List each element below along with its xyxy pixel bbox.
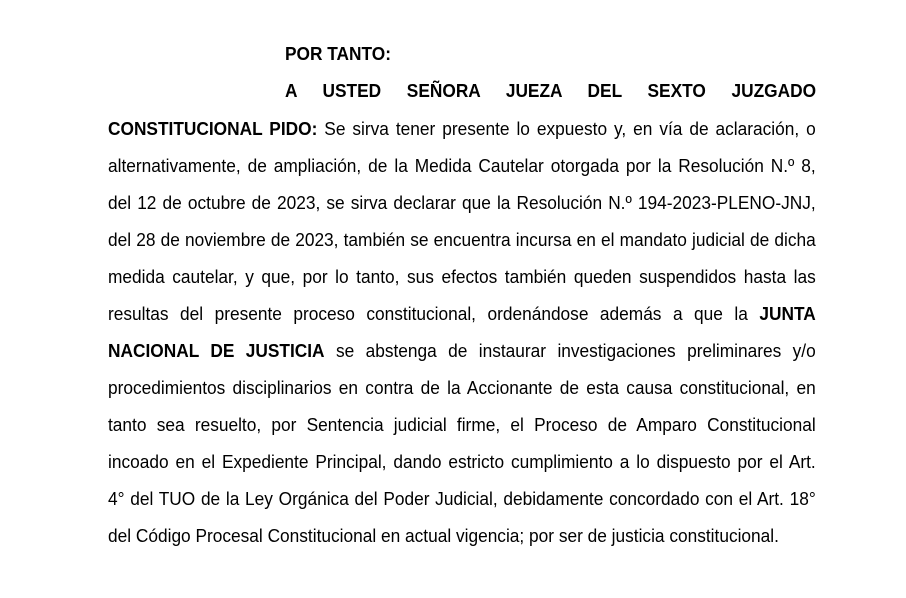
paragraph-line: procedimientos disciplinarios en contra de la Accionante de esta causa constitucional, en <box>108 377 816 398</box>
bold-phrase: JUNTA <box>759 303 816 324</box>
paragraph-line: incoado en el Expediente Principal, dando estricto cumplimiento a lo dispuesto por el Art. <box>108 451 816 472</box>
paragraph-line <box>108 295 816 332</box>
section-heading: POR TANTO: <box>285 43 391 64</box>
paragraph-line: del Código Procesal Constitucional en actual vigencia; por ser de justicia constitucional. <box>108 525 779 546</box>
paragraph-line: 4° del TUO de la Ley Orgánica del Poder Judicial, debidamente concordado con el Art. 18° <box>108 488 816 509</box>
paragraph-line <box>108 332 816 369</box>
paragraph-line: medida cautelar, y que, por lo tanto, sus efectos también queden suspendidos hasta las <box>108 266 816 287</box>
paragraph-line: del 12 de octubre de 2023, se sirva declarar que la Resolución N.º 194-2023-PLENO-JNJ, <box>108 192 816 213</box>
line-text: resultas del presente proceso constitucional, ordenándose además a que la <box>108 303 760 324</box>
paragraph-line: del 28 de noviembre de 2023, también se encuentra incursa en el mandato judicial de dicha <box>108 229 816 250</box>
paragraph-line <box>108 110 816 147</box>
bold-phrase: NACIONAL DE JUSTICIA <box>108 340 325 361</box>
line-text: se abstenga de instaurar investigaciones preliminares y/o <box>324 340 816 361</box>
bold-phrase: CONSTITUCIONAL PIDO: <box>108 118 318 139</box>
paragraph-line: alternativamente, de ampliación, de la Medida Cautelar otorgada por la Resolución N.º 8, <box>108 155 816 176</box>
paragraph-line: tanto sea resuelto, por Sentencia judicial firme, el Proceso de Amparo Constitucional <box>108 414 816 435</box>
line-text: Se sirva tener presente lo expuesto y, en vía de aclaración, o <box>317 118 816 139</box>
addressee-line: A USTED SEÑORA JUEZA DEL SEXTO JUZGADO <box>285 80 817 101</box>
